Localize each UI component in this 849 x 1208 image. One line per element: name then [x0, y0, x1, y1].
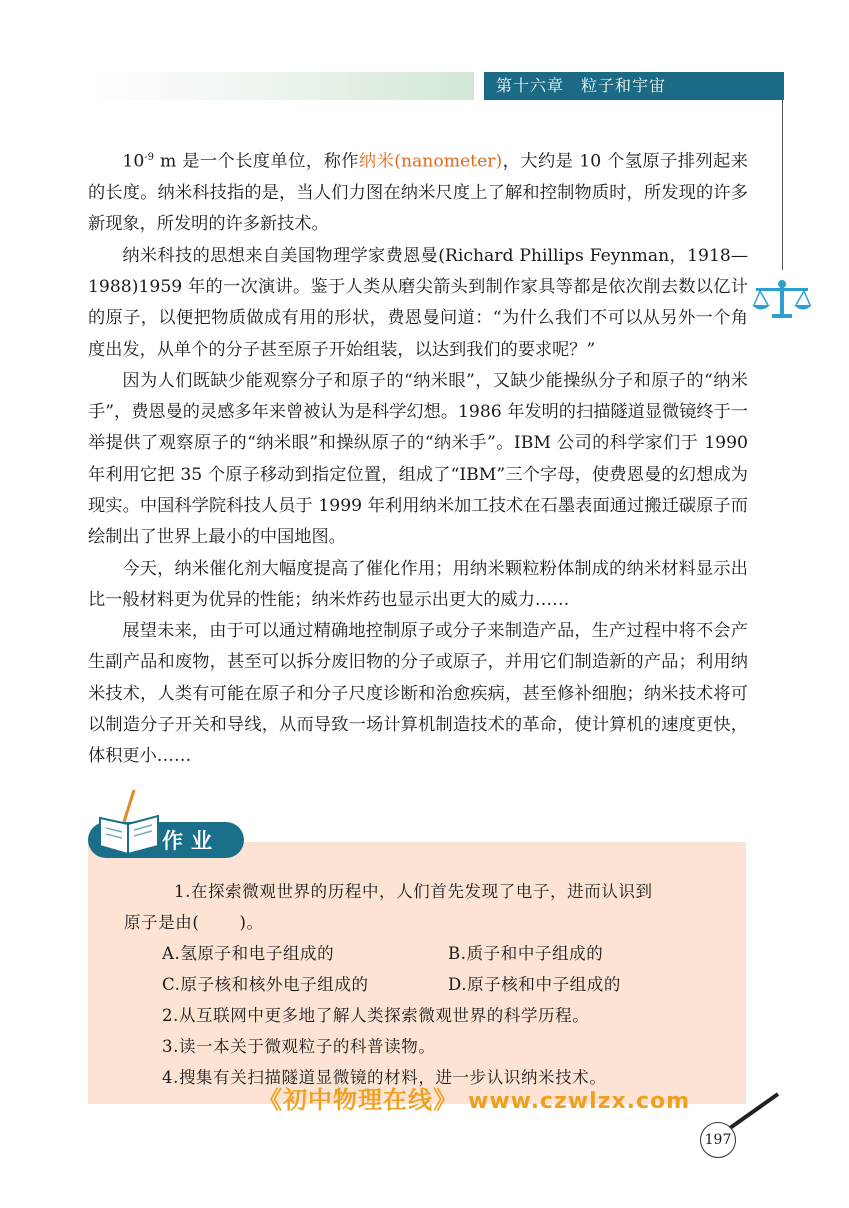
options-row-2 — [124, 969, 734, 1000]
nanometer-term: 纳米(nanometer) — [358, 151, 503, 172]
paragraph-feynman: 纳米科技的思想来自美国物理学家费恩曼(Richard Phillips Feynman，1918—1988)1959 年的一次演讲。鉴于人类从磨尖箭头到制作家具等都是依次削去数以亿计的原子，以便把物质做成有用的形状，费恩曼问道：“为什么我们不可以从另外一个角度出发，从单个的分子甚至原子开始组装，以达到我们的要求呢？” — [88, 245, 748, 360]
options-row-1 — [124, 938, 734, 969]
paragraph-today: 今天，纳米催化剂大幅度提高了催化作用；用纳米颗粒粉体制成的纳米材料显示出比一般材料更为优异的性能；纳米炸药也显示出更大的威力…… — [88, 558, 748, 610]
book-pen-icon — [94, 788, 166, 858]
page-number: 197 — [700, 1122, 736, 1158]
watermark-site: www.czwlzx.com — [468, 1089, 691, 1114]
option-a: A.氢原子和电子组成的 — [162, 944, 335, 963]
question-4: 4.搜集有关扫描隧道显微镜的材料，进一步认识纳米技术。 — [162, 1068, 607, 1087]
option-c: C.原子核和核外电子组成的 — [162, 975, 369, 994]
homework-content — [124, 876, 734, 1093]
paragraph-stm: 因为人们既缺少能观察分子和原子的“纳米眼”，又缺少能操纵分子和原子的“纳米手”，费恩曼的灵感多年来曾被认为是科学幻想。1986 年发明的扫描隧道显微镜终于一举提供了观察原子的“纳米眼”和操纵原子的“纳米手”。IBM 公司的科学家们于 1990 年利用它把 35 个原子移动到指定位置，组成了“IBM”三个字母，使费恩曼的幻想成为现实。中国科学院科技人员于 1999 年利用纳米加工技术在石墨表面通过搬迁碳原子而绘制出了世界上最小的中国地图。 — [88, 370, 748, 548]
paragraph-future: 展望未来，由于可以通过精确地控制原子或分子来制造产品，生产过程中将不会产生副产品和废物，甚至可以拆分废旧物的分子或原子，并用它们制造新的产品；利用纳米技术，人类有可能在原子和分子尺度诊断和治愈疾病，甚至修补细胞；纳米技术将可以制造分子开关和导线，从而导致一场计算机制造技术的革命，使计算机的速度更快，体积更小…… — [88, 621, 748, 767]
balance-scale-icon — [752, 278, 812, 322]
option-d: D.原子核和中子组成的 — [448, 975, 621, 994]
question-3: 3.读一本关于微观粒子的科普读物。 — [162, 1037, 436, 1056]
question-2: 2.从互联网中更多地了解人类探索微观世界的科学历程。 — [162, 1006, 590, 1025]
body-text — [88, 142, 748, 773]
header-divider — [782, 100, 783, 270]
watermark — [258, 1080, 690, 1115]
option-b: B.质子和中子组成的 — [448, 944, 604, 963]
question-1-line-1: 1.在探索微观世界的历程中，人们首先发现了电子，进而认识到 — [174, 882, 653, 901]
watermark-name: 《初中物理在线》 — [258, 1086, 458, 1114]
homework-title: 作业 — [162, 829, 220, 853]
chapter-title: 第十六章 粒子和宇宙 — [484, 72, 784, 100]
paragraph-nanometer: $10^{-9}$ m 是一个长度单位，称作纳米(nanometer)，大约是 10 个氢原子排列起来的长度。纳米科技指的是，当人们力图在纳米尺度上了解和控制物质时，所发现的许多新现象，所发明的许多新技术。 — [88, 151, 748, 235]
header-gradient-bar — [88, 72, 474, 100]
question-1-line-2: 原子是由( )。 — [124, 913, 264, 932]
